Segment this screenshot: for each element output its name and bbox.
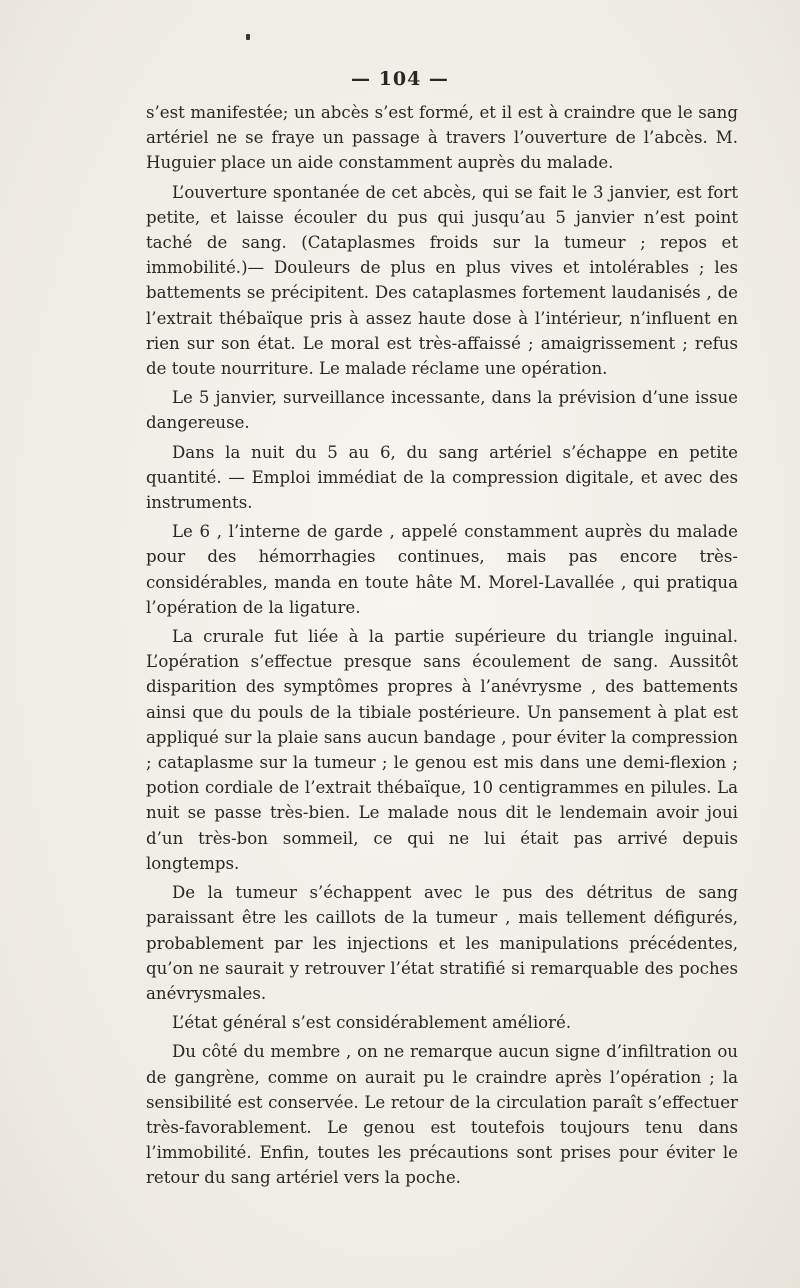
paragraph-7: De la tumeur s’échappent avec le pus des détritus de sang paraissant être les caillots de la tumeur , mais tellement défigurés, probablement par les injections et les manipulations précédentes, qu’on ne saurait y retrouver l’état stratifié si remarquable des poches anévrysmales. xyxy=(146,883,738,1003)
ink-speck xyxy=(246,34,250,40)
paragraph-8: L’état général s’est considérablement amélioré. xyxy=(172,1013,572,1033)
paragraph-1: s’est manifestée; un abcès s’est formé, et il est à craindre que le sang artériel ne se fraye un passage à travers l’ouverture de l’abcès. M. Huguier place un aide constamment auprès du malade. xyxy=(146,103,738,173)
paragraph-9: Du côté du membre , on ne remarque aucun signe d’infiltration ou de gangrène, comme on aurait pu le craindre après l’opération ; la sensibilité est conservée. Le retour de la circulation paraît s’effectuer très-favorablement. Le genou est toutefois toujours tenu dans l’immobilité. Enfin, toutes les précautions sont prises pour éviter le retour du sang artériel vers la poche. xyxy=(146,1042,738,1188)
paragraph-6: La crurale fut liée à la partie supérieure du triangle inguinal. L’opération s’effectue presque sans écoulement de sang. Aussitôt disparition des symptômes propres à l’anévrysme , des battements ainsi que du pouls de la tibiale postérieure. Un pansement à plat est appliqué sur la plaie sans aucun bandage , pour éviter la compression ; cataplasme sur la tumeur ; le genou est mis dans une demi-flexion ; potion cordiale de l’extrait thébaïque, 10 centigrammes en pilules. La nuit se passe très-bien. Le malade nous dit le lendemain avoir joui d’un très-bon sommeil, ce qui ne lui était pas arrivé depuis longtemps. xyxy=(146,627,738,873)
paragraph-5: Le 6 , l’interne de garde , appelé constamment auprès du malade pour des hémorrhagies continues, mais pas encore très-considérables, manda en toute hâte M. Morel-Lavallée , qui pratiqua l’opération de la ligature. xyxy=(146,522,738,617)
paragraph-4: Dans la nuit du 5 au 6, du sang artériel s’échappe en petite quantité. — Emploi immédiat de la compression digitale, et avec des instruments. xyxy=(146,442,738,513)
body-text xyxy=(146,100,738,1195)
paragraph-3: Le 5 janvier, surveillance incessante, dans la prévision d’une issue dangereuse. xyxy=(146,388,738,433)
page-number: — 104 — xyxy=(351,68,449,90)
paragraph-2: L’ouverture spontanée de cet abcès, qui se fait le 3 janvier, est fort petite, et laisse écouler du pus qui jusqu’au 5 janvier n’est point taché de sang. (Cataplasmes froids sur la tumeur ; repos et immobilité.)— Douleurs de plus en plus vives et intolérables ; les battements se précipitent. Des cataplasmes fortement laudanisés , de l’extrait thébaïque pris à assez haute dose à l’intérieur, n’influent en rien sur son état. Le moral est très-affaissé ; amaigrissement ; refus de toute nourriture. Le malade réclame une opération. xyxy=(146,182,738,379)
